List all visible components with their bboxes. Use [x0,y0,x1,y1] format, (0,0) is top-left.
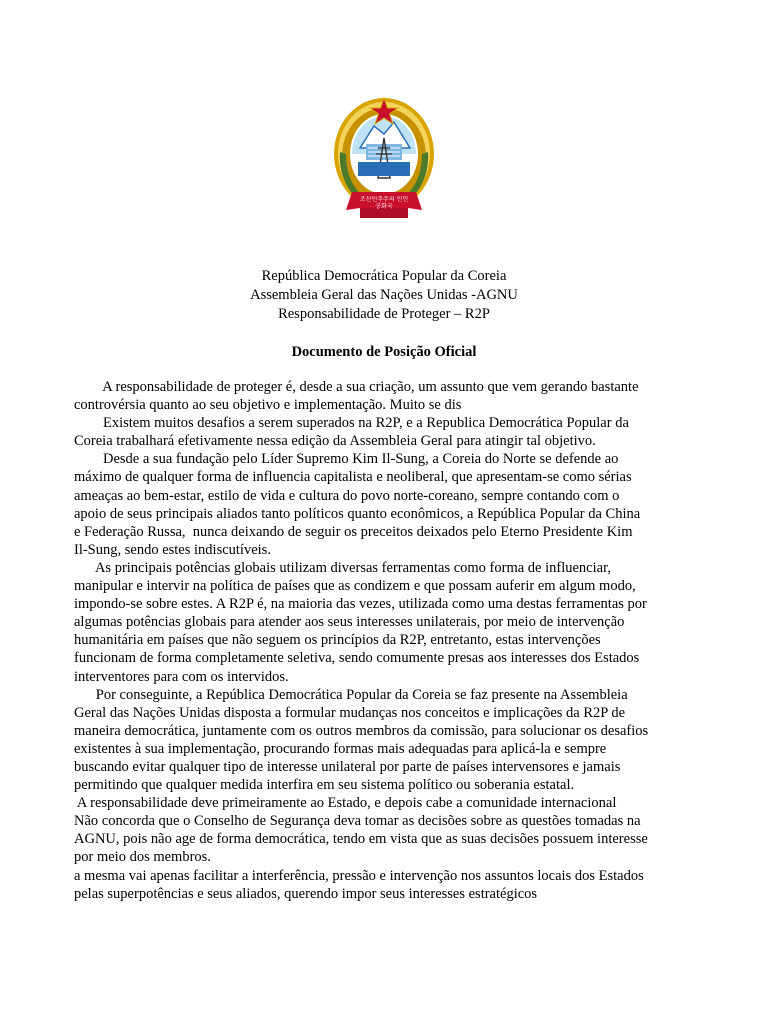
body-line: a mesma vai apenas facilitar a interferência, pressão e intervenção nos assuntos locais dos Estados [74,867,644,884]
body-line: interventores para com os intervidos. [74,668,289,685]
body-line: funcionam de forma completamente seletiva, sendo comumente presas aos interesses dos Estados [74,650,640,667]
body-line: algumas potências globais para atender aos seus interesses unilaterais, por meio de intervenção [74,614,625,631]
document-title: Documento de Posição Oficial [291,344,477,360]
header-assembly: Assembleia Geral das Nações Unidas -AGNU [250,287,518,303]
body-line: ameaças ao bem-estar, estilo de vida e cultura do povo norte-coreano, sempre contando com o [74,487,620,504]
body-line: buscando evitar qualquer tipo de interesse unilateral por parte de países intervensores e jamais [74,758,621,775]
body-line: máximo de qualquer forma de influencia capitalista e neoliberal, que apresentam-se como sérias [74,469,632,486]
body-line: AGNU, pois não age de forma democrática, tendo em vista que as suas decisões possuem interesse [74,831,648,848]
emblem-image [326,92,442,230]
body-line: existentes à sua implementação, procurando formas mais adequadas para aplicá-la e sempre [74,740,607,757]
header-topic: Responsabilidade de Proteger – R2P [278,306,490,322]
document-body [74,378,706,903]
body-line: Não concorda que o Conselho de Segurança deva tomar as decisões sobre as questões tomadas na [74,813,641,830]
document-header [0,267,768,324]
body-line: Coreia trabalhará efetivamente nessa edição da Assembleia Geral para atingir tal objetivo. [74,433,596,450]
body-line: Existem muitos desafios a serem superados na R2P, e a Republica Democrática Popular da [74,415,629,432]
body-line: apoio de seus principais aliados tanto políticos quanto econômicos, a República Popular da China [74,505,641,522]
body-line: por meio dos membros. [74,849,211,866]
body-line: manipular e intervir na política de países que as condizem e que possam auferir em algum modo, [74,578,636,595]
body-line: e Federação Russa, nunca deixando de seguir os preceitos deixados pelo Eterno Presidente Kim [74,523,633,540]
body-line: Por conseguinte, a República Democrática Popular da Coreia se faz presente na Assembleia [74,686,628,703]
body-line: Il-Sung, sendo estes indiscutíveis. [74,541,271,558]
body-line: Geral das Nações Unidas disposta a formular mudanças nos conceitos e implicações da R2P de [74,704,626,721]
body-line: A responsabilidade deve primeiramente ao Estado, e depois cabe a comunidade internacional [74,795,617,812]
body-line: humanitária em países que não seguem os princípios da R2P, entretanto, estas intervenções [74,632,601,649]
body-line: A responsabilidade de proteger é, desde a sua criação, um assunto que vem gerando bastante [74,379,639,395]
body-line: maneira democrática, juntamente com os outros membros da comissão, para solucionar os desafios [74,722,649,739]
body-line: As principais potências globais utilizam diversas ferramentas como forma de influenciar, [74,559,611,576]
body-line: Desde a sua fundação pelo Líder Supremo Kim Il-Sung, a Coreia do Norte se defende ao [74,451,619,468]
header-country: República Democrática Popular da Coreia [261,268,507,284]
body-line: controvérsia quanto ao seu objetivo e implementação. Muito se dis [74,397,462,414]
body-line: pelas superpotências e seus aliados, querendo impor seus interesses estratégicos [74,885,538,902]
body-line: impondo-se sobre estes. A R2P é, na maioria das vezes, utilizada como uma destas ferramentas por [74,596,647,613]
body-line: permitindo que qualquer medida interfira em seu sistema político ou soberania estatal. [74,777,575,794]
emblem-banner-text: 조선민주주의 인민공화국 [359,196,409,210]
